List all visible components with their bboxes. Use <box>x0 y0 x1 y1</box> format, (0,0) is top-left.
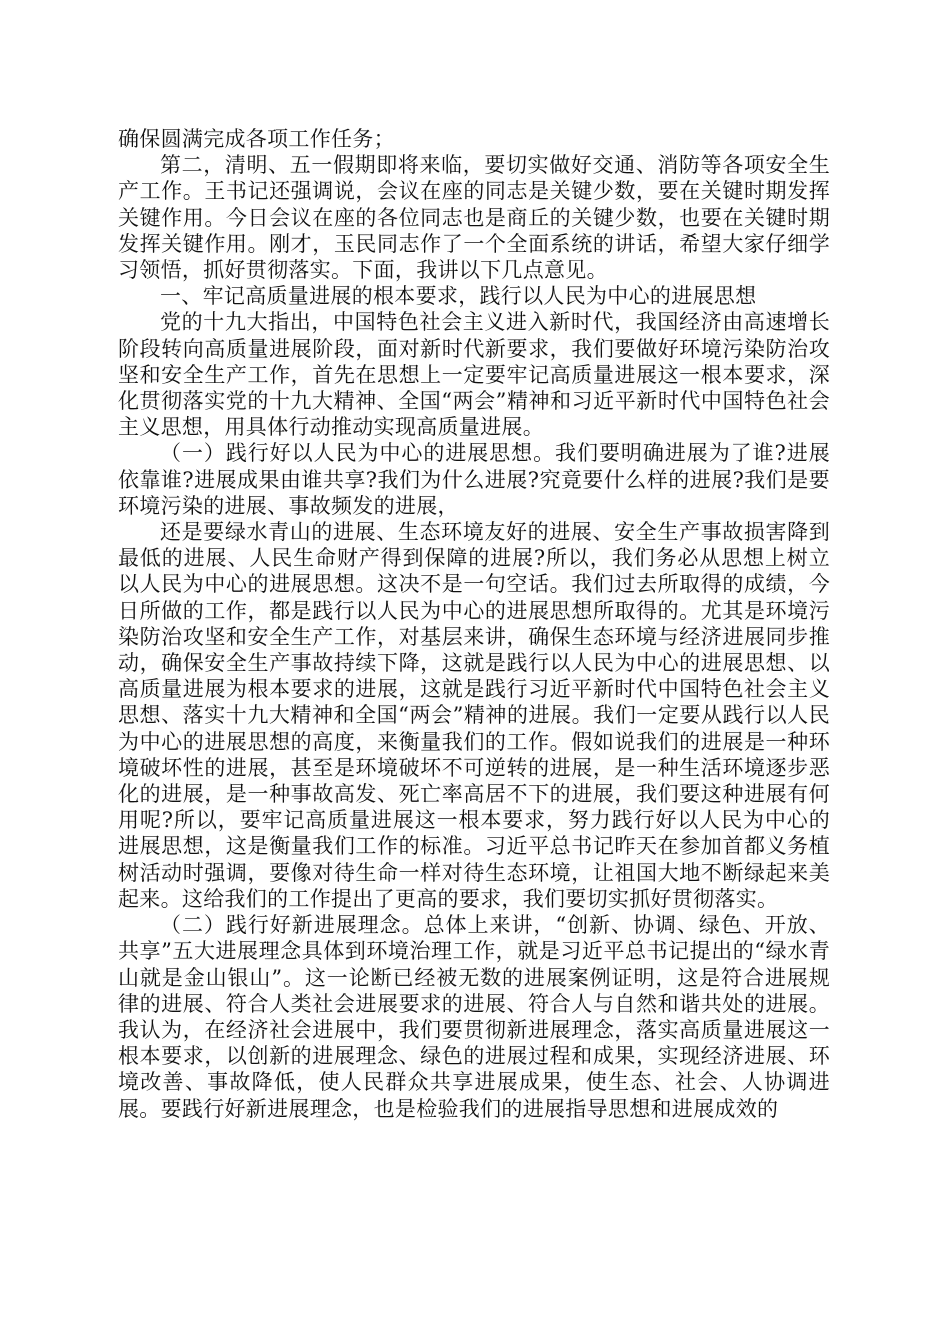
document-body <box>118 126 830 1122</box>
paragraph-nineteenth-congress: 党的十九大指出，中国特色社会主义进入新时代，我国经济由高速增长阶段转向高质量进展阶段，面对新时代新要求，我们要做好环境污染防治攻坚和安全生产工作，首先在思想上一定要牢记高质量进展这一根本要求，深化贯彻落实党的十九大精神、全国“两会”精神和习近平新时代中国特色社会主义思想，用具体行动推动实现高质量进展。 <box>118 310 830 440</box>
subsection-two: （二）践行好新进展理念。总体上来讲，“创新、协调、绿色、开放、共享”五大进展理念具体到环境治理工作，就是习近平总书记提出的“绿水青山就是金山银山”。这一论断已经被无数的进展案例证明，这是符合进展规律的进展、符合人类社会进展要求的进展、符合人与自然和谐共处的进展。我认为，在经济社会进展中，我们要贯彻新进展理念，落实高质量进展这一根本要求，以创新的进展理念、绿色的进展过程和成果，实现经济进展、环境改善、事故降低，使人民群众共享进展成果，使生态、社会、人协调进展。要践行好新进展理念，也是检验我们的进展指导思想和进展成效的 <box>118 913 830 1121</box>
paragraph-continuation: 确保圆满完成各项工作任务； <box>118 127 395 151</box>
paragraph-second-point: 第二，清明、五一假期即将来临，要切实做好交通、消防等各项安全生产工作。王书记还强调说，会议在座的同志是关键少数，要在关键时期发挥关键作用。今日会议在座的各位同志也是商丘的关键少数，也要在关键时期发挥关键作用。刚才，玉民同志作了一个全面系统的讲话，希望大家仔细学习领悟，抓好贯彻落实。下面，我讲以下几点意见。 <box>118 153 830 283</box>
subsection-one: （一）践行好以人民为中心的进展思想。我们要明确进展为了谁?进展依靠谁?进展成果由谁共享?我们为什么进展?究竟要什么样的进展?我们是要环境污染的进展、事故频发的进展， <box>118 441 830 518</box>
section-heading-one: 一、牢记高质量进展的根本要求，践行以人民为中心的进展思想 <box>160 284 757 309</box>
paragraph-green-development: 还是要绿水青山的进展、生态环境友好的进展、安全生产事故损害降到最低的进展、人民生命财产得到保障的进展?所以，我们务必从思想上树立以人民为中心的进展思想。这决不是一句空话。我们过去所取得的成绩，今日所做的工作，都是践行以人民为中心的进展思想所取得的。尤其是环境污染防治攻坚和安全生产工作，对基层来讲，确保生态环境与经济进展同步推动，确保安全生产事故持续下降，这就是践行以人民为中心的进展思想、以高质量进展为根本要求的进展，这就是践行习近平新时代中国特色社会主义思想、落实十九大精神和全国“两会”精神的进展。我们一定要从践行以人民为中心的进展思想的高度，来衡量我们的工作。假如说我们的进展是一种环境破坏性的进展，甚至是环境破坏不可逆转的进展，是一种生活环境逐步恶化的进展，是一种事故高发、死亡率高居不下的进展，我们要这种进展有何用呢?所以，要牢记高质量进展这一根本要求，努力践行好以人民为中心的进展思想，这是衡量我们工作的标准。习近平总书记昨天在参加首都义务植树活动时强调，要像对待生命一样对待生态环境，让祖国大地不断绿起来美起来。这给我们的工作提出了更高的要求，我们要切实抓好贯彻落实。 <box>118 520 830 911</box>
